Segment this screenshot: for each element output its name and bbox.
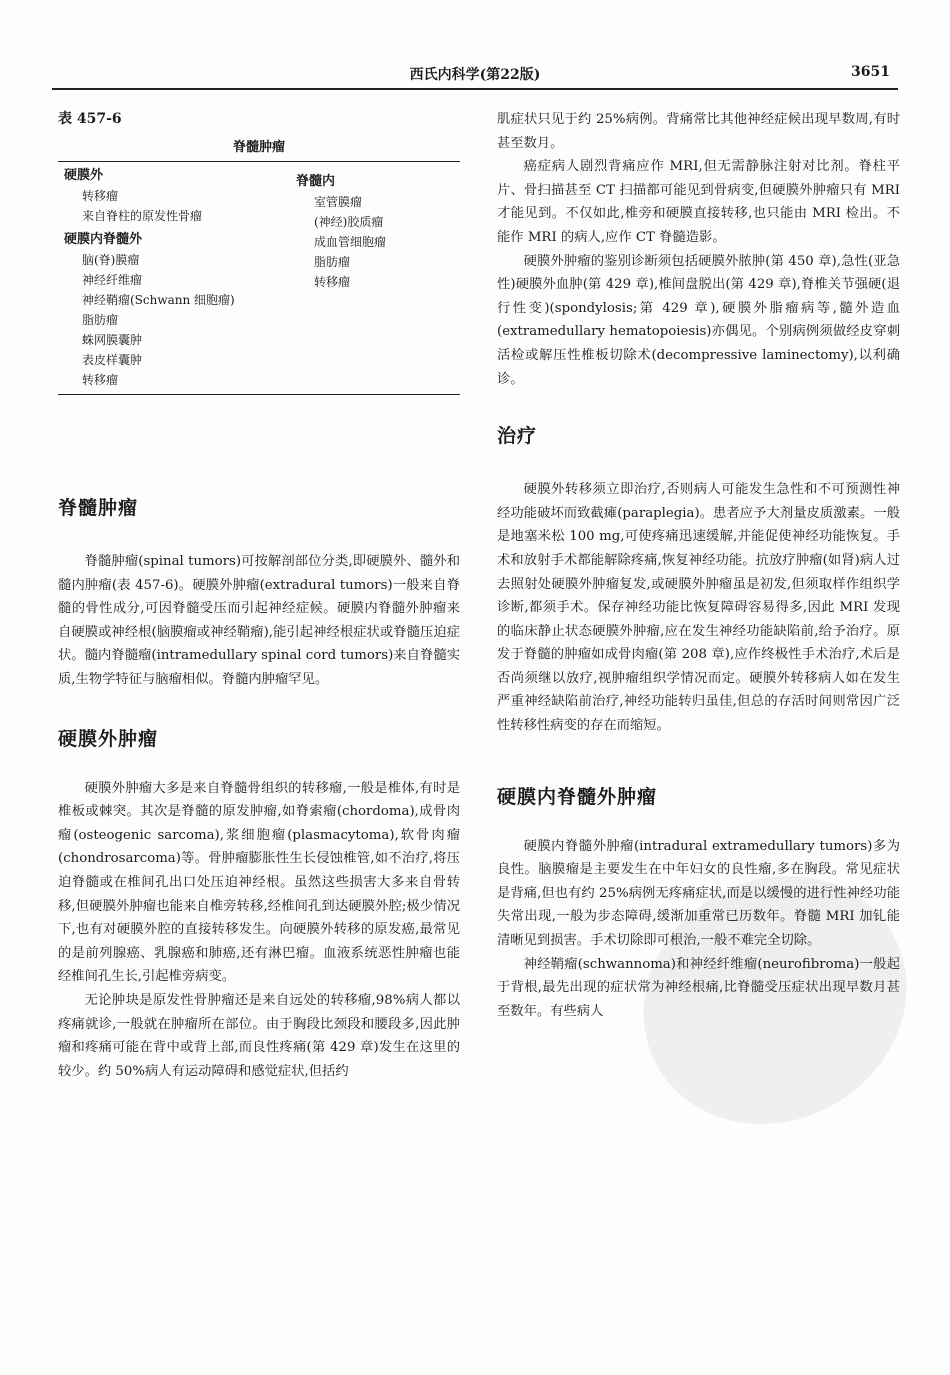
table-item: 转移瘤 (314, 275, 351, 289)
paragraph: 硬膜外肿瘤的鉴别诊断须包括硬膜外脓肿(第 450 章),急性(亚急性)硬膜外血肿(第 429 章),椎间盘脱出(第 429 章),脊椎关节强硬(退行性变)(spondylosis;第 429 章),硬膜外脂瘤病等,髓外造血(extramedullary hematopoiesis)亦偶见。个别病例须做经皮穿刺活检或解压性椎板切除术(decompressive laminectomy),以利确诊。 (497, 253, 900, 387)
header-rule (52, 88, 898, 90)
table-label: 表 457-6 (58, 111, 122, 127)
table-item: 室管膜瘤 (314, 195, 363, 209)
table-item: 蛛网膜囊肿 (82, 333, 143, 347)
table-item: (神经)胶质瘤 (314, 215, 384, 229)
left-column (58, 108, 460, 1083)
paragraph: 硬膜外肿瘤大多是来自脊髓骨组织的转移瘤,一般是椎体,有时是椎板或棘突。其次是脊髓的原发肿瘤,如脊索瘤(chordoma),成骨肉瘤(osteogenic sarcoma),浆细胞瘤(plasmacytoma),软骨肉瘤(chondrosarcoma)等。骨肿瘤膨胀性生长侵蚀椎管,如不治疗,将压迫脊髓或在椎间孔出口处压迫神经根。虽然这些损害大多来自骨转移,但硬膜外肿瘤也能来自椎旁转移,经椎间孔到达硬膜外腔;极少情况下,也有对硬膜外腔的直接转移发生。向硬膜外转移的原发癌,最常见的是前列腺癌、乳腺癌和肺癌,还有淋巴瘤。血液系统恶性肿瘤也能经椎间孔生长,引起椎旁病变。 (58, 780, 460, 985)
table-item: 神经鞘瘤(Schwann 细胞瘤) (82, 293, 235, 307)
table-item: 脂肪瘤 (82, 313, 119, 327)
table-column-2 (296, 172, 456, 292)
table-body (58, 162, 460, 390)
section-heading: 硬膜外肿瘤 (58, 727, 159, 750)
paragraph: 脊髓肿瘤(spinal tumors)可按解剖部位分类,即硬膜外、髓外和髓内肿瘤(表 457-6)。硬膜外肿瘤(extradural tumors)一般来自脊髓的骨性成分,可因脊髓受压而引起神经症候。硬膜内脊髓外肿瘤来自硬膜或神经根(脑膜瘤或神经鞘瘤),能引起神经根症状或脊髓压迫症状。髓内脊髓瘤(intramedullary spinal cord tumors)来自脊髓实质,生物学特征与脑瘤相似。脊髓内肿瘤罕见。 (58, 554, 460, 687)
table-item: 表皮样囊肿 (82, 353, 143, 367)
running-header-title: 西氏内科学(第22版) (409, 67, 541, 83)
paragraph: 癌症病人剧烈背痛应作 MRI,但无需静脉注射对比剂。脊柱平片、骨扫描甚至 CT 扫描都可能见到骨病变,但硬膜外肿瘤只有 MRI 才能见到。不仅如此,椎旁和硬膜直接转移,也只能由 MRI 检出。不能作 MRI 的病人,应作 CT 脊髓造影。 (497, 159, 900, 245)
section-heading: 脊髓肿瘤 (58, 497, 139, 519)
paragraph: 硬膜外转移须立即治疗,否则病人可能发生急性和不可预测性神经功能破坏而致截瘫(paraplegia)。患者应予大剂量皮质激素。一般是地塞米松 100 mg,可使疼痛迅速缓解,并能促使神经功能恢复。手术和放射手术都能解除疼痛,恢复神经功能。抗放疗肿瘤(如肾)病人过去照射处硬膜外肿瘤复发,或硬膜外肿瘤虽是初发,但须取样作组织学诊断,都须手术。保存神经功能比恢复障碍容易得多,因此 MRI 发现的临床静止状态硬膜外肿瘤,应在发生神经功能缺陷前,给予治疗。原发于脊髓的肿瘤如成骨肉瘤(第 208 章),应作终极性手术治疗,术后是否尚须继以放疗,视肿瘤组织学情况而定。硬膜外转移病人如在发生严重神经缺陷前治疗,神经功能转归虽佳,但总的存活时间则常因广泛性转移性病变的存在而缩短。 (497, 482, 900, 734)
table-category: 硬膜外 (64, 168, 104, 183)
table-column-1 (64, 166, 294, 390)
table-item: 来自脊柱的原发性骨瘤 (82, 209, 203, 223)
table-item: 脂肪瘤 (314, 255, 351, 269)
table-title: 脊髓肿瘤 (232, 140, 285, 155)
page-number: 3651 (851, 64, 890, 80)
table-item: 转移瘤 (82, 189, 119, 203)
paragraph: 肌症状只见于约 25%病例。背痛常比其他神经症候出现早数周,有时甚至数月。 (497, 112, 900, 151)
table-item: 成血管细胞瘤 (314, 235, 387, 249)
paragraph: 硬膜内脊髓外肿瘤(intradural extramedullary tumors)多为良性。脑膜瘤是主要发生在中年妇女的良性瘤,多在胸段。常见症状是背痛,但也有约 25%病例无疼痛症状,而是以缓慢的进行性神经功能失常出现,一般为步态障碍,缓渐加重常已历数年。脊髓 MRI 加钆能清晰见到损害。手术切除即可根治,一般不难完全切除。 (497, 838, 900, 949)
section-heading: 硬膜内脊髓外肿瘤 (497, 785, 658, 808)
paragraph: 神经鞘瘤(schwannoma)和神经纤维瘤(neurofibroma)一般起于背根,最先出现的症状常为神经根痛,比脊髓受压症状出现早数月甚至数年。有些病人 (497, 956, 900, 1019)
table-item: 神经纤维瘤 (82, 273, 143, 287)
right-column (497, 108, 900, 1023)
section-heading: 治疗 (497, 425, 538, 448)
table-bottom-rule (58, 394, 460, 395)
table-item: 转移瘤 (82, 373, 119, 387)
table-category: 硬膜内脊髓外 (64, 232, 143, 247)
table-item: 脑(脊)膜瘤 (82, 253, 140, 267)
paragraph: 无论肿块是原发性骨肿瘤还是来自远处的转移瘤,98%病人都以疼痛就诊,一般就在肿瘤所在部位。由于胸段比颈段和腰段多,因此肿瘤和疼痛可能在背中或背上部,而良性疼痛(第 429 章)发生在这里的较少。约 50%病人有运动障碍和感觉症状,但括约 (58, 992, 460, 1079)
table-category: 脊髓内 (296, 174, 336, 189)
